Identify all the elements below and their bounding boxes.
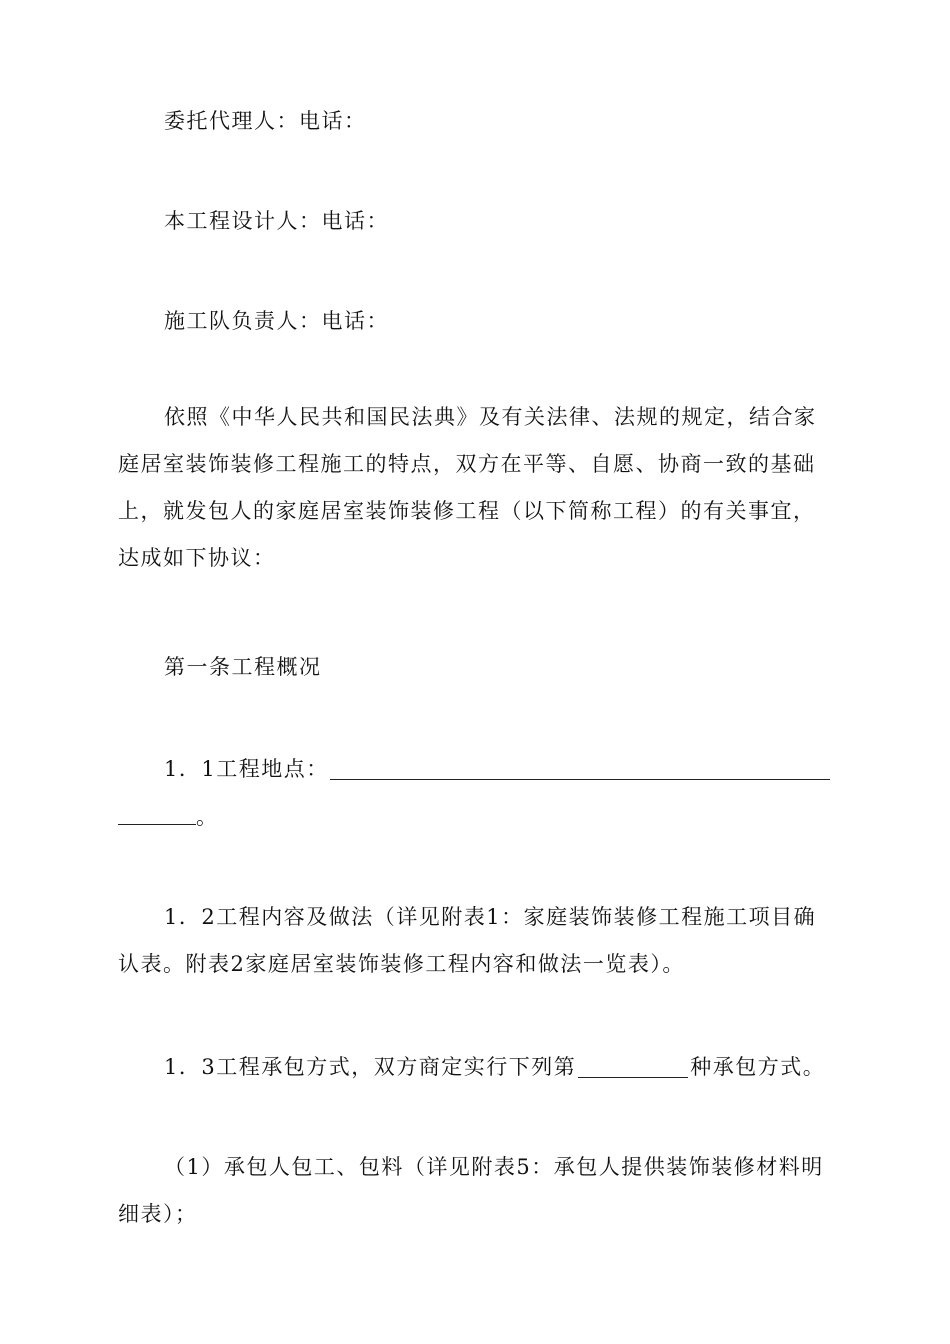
option-1-paragraph: （1）承包人包工、包料（详见附表5：承包人提供装饰装修材料明细表）； [118, 1155, 824, 1226]
foreman-contact-line: 施工队负责人：电话： [164, 309, 389, 333]
location-blank-line [330, 779, 830, 780]
item-1-3-prefix: 1．3工程承包方式，双方商定实行下列第 [164, 1055, 577, 1079]
location-blank-continuation [118, 824, 196, 825]
item-1-1-label: 1．1工程地点： [164, 757, 329, 781]
item-1-1-end: 。 [196, 805, 219, 829]
contract-mode-blank [578, 1077, 688, 1078]
item-1-3-suffix: 种承包方式。 [690, 1055, 826, 1079]
item-1-3-line [164, 1052, 825, 1082]
designer-contact-line: 本工程设计人：电话： [164, 209, 389, 233]
preamble-paragraph: 依照《中华人民共和国民法典》及有关法律、法规的规定，结合家庭居室装饰装修工程施工的特点，双方在平等、自愿、协商一致的基础上，就发包人的家庭居室装饰装修工程（以下简称工程）的有关事宜，达成如下协议： [118, 405, 817, 570]
item-1-2-paragraph: 1．2工程内容及做法（详见附表1：家庭装饰装修工程施工项目确认表。附表2家庭居室装饰装修工程内容和做法一览表）。 [118, 905, 817, 976]
agent-contact-line: 委托代理人：电话： [164, 109, 367, 133]
article-1-heading: 第一条工程概况 [164, 655, 322, 679]
